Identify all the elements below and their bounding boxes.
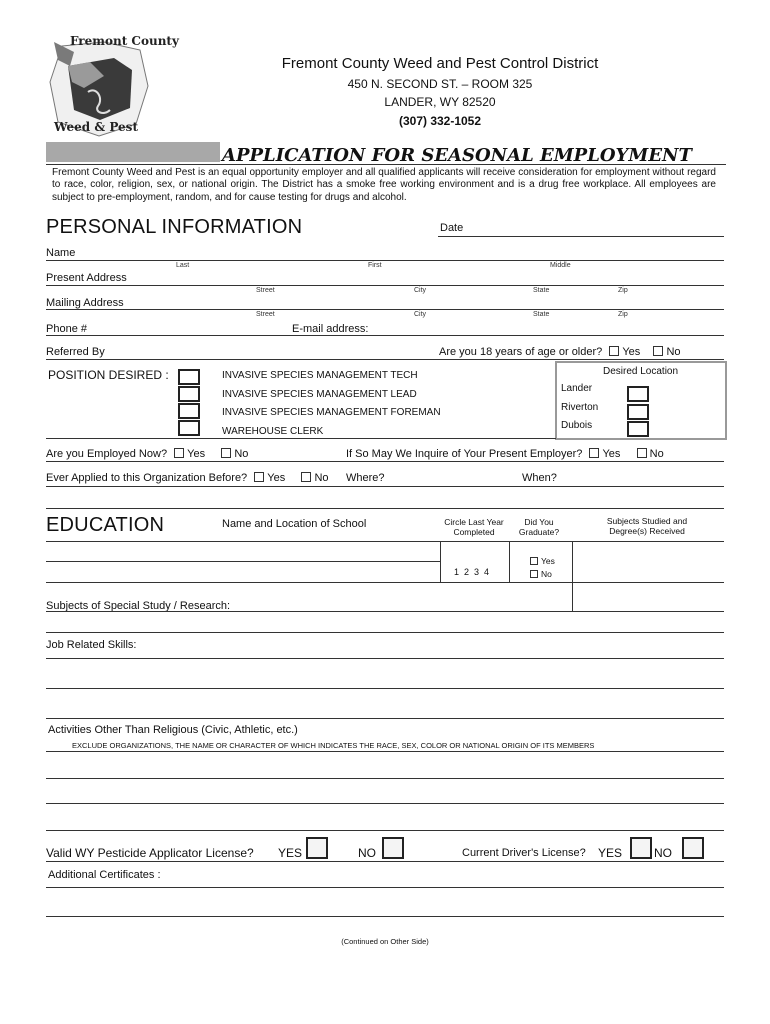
position-option-tech: INVASIVE SPECIES MANAGEMENT TECH [222,370,418,381]
school-entry-field-2[interactable] [46,582,724,583]
pesticide-license-label: Valid WY Pesticide Applicator License? [46,846,254,860]
license-line [46,861,724,862]
when-label: When? [522,472,557,484]
applied-yes-checkbox[interactable] [254,472,264,482]
position-checkbox-tech[interactable] [178,369,200,385]
driver-yes-checkbox[interactable] [630,837,652,859]
inquire-no-label: No [649,448,664,460]
driver-no-checkbox[interactable] [682,837,704,859]
job-skills-label: Job Related Skills: [46,639,137,651]
applied-yes-label: Yes [267,472,286,484]
employed-yes-checkbox[interactable] [174,448,184,458]
present-zip-caption: Zip [618,287,628,294]
location-riverton-label: Riverton [561,402,599,413]
inquire-yes-checkbox[interactable] [589,448,599,458]
graduate-no-checkbox[interactable] [530,570,538,578]
job-skills-line-2[interactable] [46,688,724,689]
name-field[interactable] [46,260,724,261]
date-field[interactable] [438,236,724,237]
personal-info-heading: PERSONAL INFORMATION [46,216,303,238]
org-name: Fremont County Weed and Pest Control District [281,55,599,72]
location-lander-label: Lander [561,383,593,394]
activities-line-1[interactable] [46,751,724,752]
location-checkbox-riverton[interactable] [627,404,649,420]
position-checkbox-clerk[interactable] [178,420,200,436]
position-divider [46,438,556,439]
school-column-header: Name and Location of School [222,518,367,530]
date-label: Date [440,222,464,234]
present-state-caption: State [533,287,550,294]
driver-license-label: Current Driver's License? [462,847,586,859]
employed-question [46,448,248,460]
job-skills-line-1[interactable] [46,658,724,659]
position-option-foreman: INVASIVE SPECIES MANAGEMENT FOREMAN [222,407,441,418]
subjects-column-header [584,516,710,536]
age-question [439,346,681,358]
location-checkbox-dubois[interactable] [627,421,649,437]
name-middle-caption: Middle [550,262,571,269]
graduate-yes-option [526,556,555,566]
activities-exclusion-note: EXCLUDE ORGANIZATIONS, THE NAME OR CHARACTER OF WHICH INDICATES THE RACE, SEX, COLOR OR NATIONAL ORIGIN OF ITS MEMBERS [72,741,595,750]
position-option-lead: INVASIVE SPECIES MANAGEMENT LEAD [222,389,417,400]
mailing-address-field[interactable] [46,309,724,310]
employed-line [46,461,724,462]
pesticide-no-checkbox[interactable] [382,837,404,859]
phone-email-field[interactable] [46,335,724,336]
org-address-line1: 450 N. SECOND ST. – ROOM 325 [347,77,533,91]
name-first-caption: First [368,262,382,269]
special-study-label: Subjects of Special Study / Research: [46,600,231,612]
activities-label: Activities Other Than Religious (Civic, Athletic, etc.) [48,724,298,736]
referred-by-label: Referred By [46,346,105,358]
education-col-divider-1 [440,541,441,583]
name-label: Name [46,247,76,259]
pesticide-yes-checkbox[interactable] [306,837,328,859]
graduate-header-line2: Graduate? [518,527,560,537]
additional-certificates-label: Additional Certificates : [48,869,161,881]
title-underline [46,164,726,165]
position-option-clerk: WAREHOUSE CLERK [222,426,324,437]
desired-location-label: Desired Location [603,366,679,377]
graduate-no-label: No [541,569,552,579]
driver-no-label: NO [654,846,672,860]
year-column-header [438,517,510,537]
age-yes-checkbox[interactable] [609,346,619,356]
education-col-divider-2 [509,541,510,583]
special-study-field[interactable] [46,611,724,612]
phone-label: Phone # [46,323,87,335]
employed-no-label: No [234,448,249,460]
applied-field[interactable] [46,486,724,487]
age-question-text: Are you 18 years of age or older? [439,346,603,358]
pesticide-no-label: NO [358,846,376,860]
inquire-yes-label: Yes [602,448,621,460]
driver-yes-label: YES [598,846,623,860]
present-city-caption: City [414,287,427,294]
district-logo [44,34,179,140]
graduate-yes-label: Yes [541,556,555,566]
inquire-question-text: If So May We Inquire of Your Present Employer? [346,448,583,460]
position-checkbox-foreman[interactable] [178,403,200,419]
age-yes-label: Yes [622,346,641,358]
applied-no-label: No [314,472,329,484]
title-bar-shade [46,142,220,162]
age-no-label: No [666,346,681,358]
location-checkbox-lander[interactable] [627,386,649,402]
year-header-line2: Completed [453,527,495,537]
name-last-caption: Last [176,262,190,269]
graduate-no-option [526,569,552,579]
activities-line-4[interactable] [46,830,724,831]
additional-certificates-line-2[interactable] [46,916,724,917]
applied-question-text: Ever Applied to this Organization Before? [46,472,248,484]
graduate-yes-checkbox[interactable] [530,557,538,565]
position-desired-label: POSITION DESIRED : [48,368,169,382]
school-entry-field-1[interactable] [46,561,440,562]
intro-paragraph: Fremont County Weed and Pest is an equal opportunity employer and all qualified applicants will receive consideration for employment without regard to race, color, religion, sex, or national origin. The District has a smoke free working environment and is a drug free workplace. All employees are subject to pre-employment, random, and for cause testing for drugs and alcohol. [52,167,716,203]
employed-yes-label: Yes [187,448,206,460]
education-heading: EDUCATION [46,514,165,536]
applied-question [46,472,329,484]
mailing-street-caption: Street [256,311,275,318]
graduate-column-header [512,517,566,537]
applied-extra-line[interactable] [46,508,724,509]
activities-line-3[interactable] [46,803,724,804]
where-label: Where? [346,472,385,484]
employed-no-checkbox[interactable] [221,448,231,458]
inquire-no-checkbox[interactable] [637,448,647,458]
mailing-address-label: Mailing Address [46,297,124,309]
email-label: E-mail address: [292,323,369,335]
year-options[interactable]: 1 2 3 4 [454,567,490,577]
org-address-line2: LANDER, WY 82520 [384,95,496,109]
employed-question-text: Are you Employed Now? [46,448,168,460]
logo-text-top: Fremont County [70,34,179,48]
logo-text-bottom: Weed & Pest [54,120,138,134]
applied-no-checkbox[interactable] [301,472,311,482]
education-header-line [46,541,724,542]
org-phone: (307) 332-1052 [398,114,482,128]
special-study-extra-line[interactable] [46,632,724,633]
mailing-zip-caption: Zip [618,311,628,318]
subjects-header-line1: Subjects Studied and [606,516,688,526]
present-street-caption: Street [256,287,275,294]
graduate-header-line1: Did You [524,517,554,527]
mailing-city-caption: City [414,311,427,318]
additional-certificates-line-1[interactable] [46,887,724,888]
mailing-state-caption: State [533,311,550,318]
position-checkbox-lead[interactable] [178,386,200,402]
activities-line-2[interactable] [46,778,724,779]
present-address-label: Present Address [46,272,127,284]
continued-note: (Continued on Other Side) [341,937,429,946]
pesticide-yes-label: YES [278,846,303,860]
inquire-question [346,448,664,460]
present-address-field[interactable] [46,285,724,286]
location-dubois-label: Dubois [561,420,593,431]
year-header-line1: Circle Last Year [444,517,504,527]
form-title: APPLICATION FOR SEASONAL EMPLOYMENT [222,145,692,166]
age-no-checkbox[interactable] [653,346,663,356]
subjects-header-line2: Degree(s) Received [609,526,685,536]
referred-field[interactable] [46,359,724,360]
job-skills-line-3[interactable] [46,718,724,719]
education-col-divider-3 [572,541,573,611]
